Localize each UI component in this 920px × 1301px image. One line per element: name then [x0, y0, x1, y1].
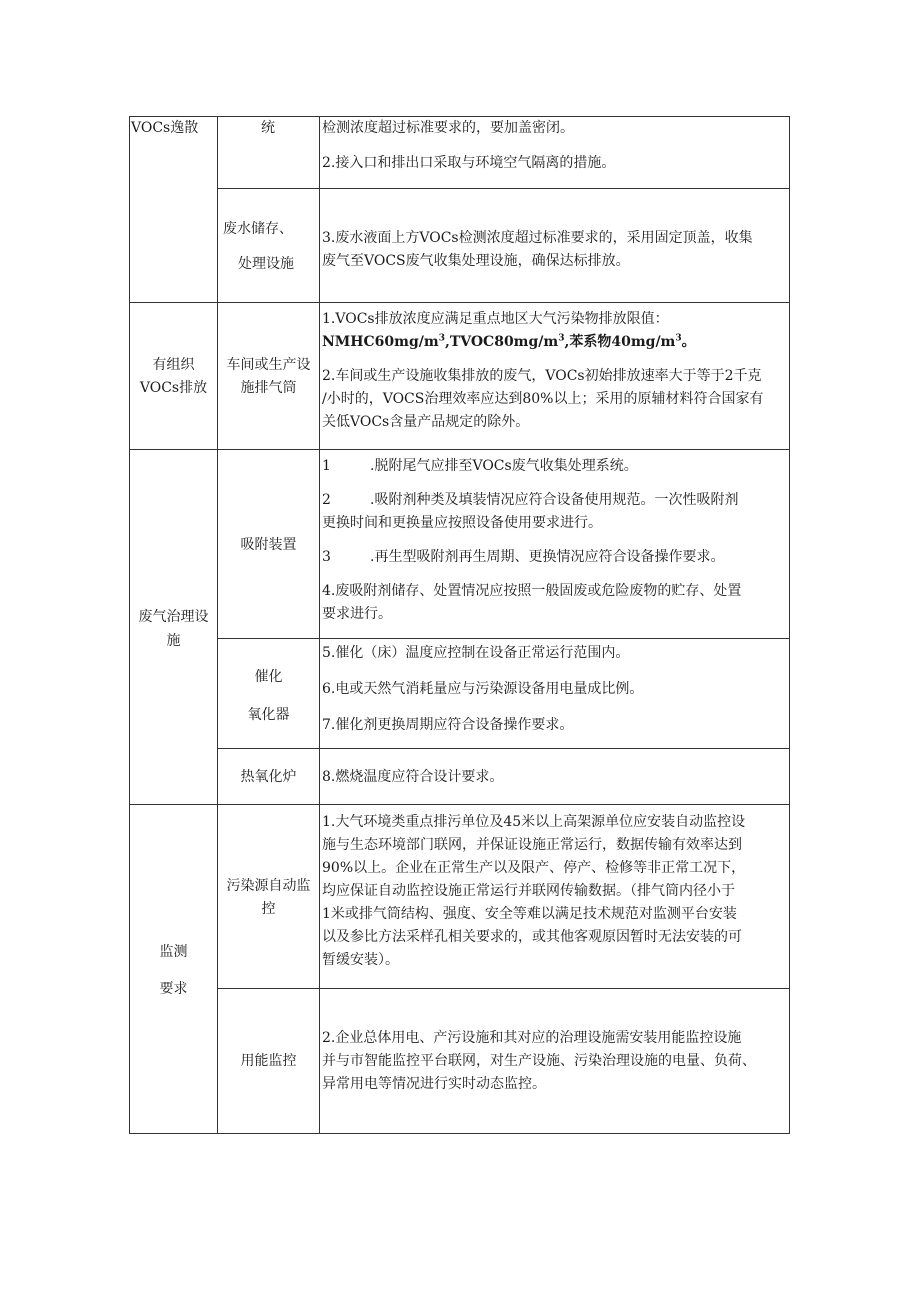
requirement-text: 关低VOCs含量产品规定的除外。: [322, 414, 530, 430]
requirement-text: 3.废水液面上方VOCs检测浓度超过标准要求的，采用固定顶盖，收集: [322, 230, 753, 246]
item-auto-monitoring: 污染源自动监: [226, 878, 311, 894]
category-treatment: 废气治理设: [138, 609, 209, 625]
item-catalytic: 催化: [254, 669, 283, 685]
sub-row-divider: [217, 748, 790, 749]
requirement-text: 要求进行。: [322, 606, 392, 622]
limit-tvoc: ,TVOC80mg/m: [444, 334, 559, 350]
item-exhaust-stack: 车间或生产设: [226, 357, 311, 373]
category-organized: VOCs排放: [139, 380, 208, 396]
item-thermal: 热氧化炉: [240, 769, 297, 785]
requirement-text: 以及参比方法采样孔相关要求的，或其他客观原因暂时无法安装的可: [322, 929, 742, 945]
category-treatment: 施: [166, 633, 181, 649]
requirement-text: 1.大气环境类重点排污单位及45米以上高架源单位应安装自动监控设: [322, 814, 746, 830]
category-monitoring: 监测: [159, 944, 188, 960]
item-number: 2: [322, 492, 331, 508]
sub-row-divider: [217, 988, 790, 989]
requirement-text: 废气至VOCS废气收集处理设施，确保达标排放。: [322, 253, 630, 269]
requirement-text: 2.企业总体用电、产污设施和其对应的治理设施需安装用能监控设施: [322, 1030, 742, 1046]
superscript: 3: [675, 333, 682, 344]
requirement-text: 异常用电等情况进行实时动态监控。: [322, 1076, 546, 1092]
row-divider: [129, 302, 790, 303]
requirement-text: [322, 457, 638, 476]
item-auto-monitoring: 控: [261, 901, 276, 917]
row-divider: [129, 449, 790, 450]
category-monitoring: 要求: [159, 981, 188, 997]
requirement-text: /小时的，VOCS治理效率应达到80%以上；采用的原辅材料符合国家有: [322, 391, 764, 407]
sub-row-divider: [217, 638, 790, 639]
requirement-text: 6.电或天然气消耗量应与污染源设备用电量成比例。: [322, 681, 644, 697]
requirement-text: 4.废吸附剂储存、处置情况应按照一般固废或危险废物的贮存、处置: [322, 583, 742, 599]
requirement-body: .脱附尾气应排至VOCs废气收集处理系统。: [370, 458, 638, 474]
requirement-text: 2.车间或生产设施收集排放的废气，VOCs初始排放速率大于等于2千克: [322, 368, 762, 384]
requirement-text: 更换时间和更换量应按照设备使用要求进行。: [322, 515, 602, 531]
item-catalytic: 氧化器: [247, 707, 290, 723]
requirement-body: .再生型吸附剂再生周期、更换情况应符合设备操作要求。: [370, 549, 725, 565]
item-number: 3: [322, 549, 331, 565]
emission-limits: [322, 333, 696, 352]
requirement-text: 1米或排气筒结构、强度、安全等难以满足技术规范对监测平台安装: [322, 906, 737, 922]
requirement-text: [322, 491, 738, 510]
requirement-text: 暂缓安装）。: [322, 952, 399, 968]
requirement-text: 并与市智能监控平台联网，对生产设施、污染治理设施的电量、负荷、: [322, 1053, 756, 1069]
requirement-text: 8.燃烧温度应符合设计要求。: [322, 769, 504, 785]
requirement-text: 2.接入口和排出口采取与环境空气隔离的措施。: [322, 155, 616, 171]
item-adsorption: 吸附装置: [240, 537, 297, 553]
row-divider: [129, 804, 790, 805]
column-divider-2: [319, 116, 320, 1134]
limit-nmhc: NMHC60mg/m: [322, 334, 439, 350]
requirement-text: [322, 548, 724, 567]
category-organized: 有组织: [152, 357, 195, 373]
item-system: 统: [261, 120, 275, 136]
requirement-body: .吸附剂种类及填装情况应符合设备使用规范。一次性吸附剂: [370, 492, 739, 508]
item-wastewater: 处理设施: [238, 256, 294, 272]
item-wastewater: 废水储存、: [223, 221, 293, 237]
requirement-text: 检测浓度超过标准要求的，要加盖密闭。: [322, 120, 574, 136]
item-energy-monitoring: 用能监控: [240, 1053, 297, 1069]
item-exhaust-stack: 施排气筒: [240, 380, 297, 396]
requirement-text: 7.催化剂更换周期应符合设备操作要求。: [322, 717, 574, 733]
requirement-text: 5.催化（床）温度应控制在设备正常运行范围内。: [322, 645, 630, 661]
superscript: 3: [438, 333, 445, 344]
sub-row-divider: [217, 188, 790, 189]
superscript: 3: [558, 333, 565, 344]
requirement-text: 90%以上。企业在正常生产以及限产、停产、检修等非正常工况下，: [322, 860, 746, 876]
requirement-text: 均应保证自动监控设施正常运行并联网传输数据。（排气筒内径小于: [322, 883, 735, 899]
requirement-text: 1.VOCs排放浓度应满足重点地区大气污染物排放限值：: [322, 311, 669, 327]
category-vocs-fugitive: VOCs逸散: [131, 120, 199, 136]
requirement-text: 施与生态环境部门联网，并保证设施正常运行，数据传输有效率达到: [322, 837, 742, 853]
limit-end: 。: [681, 334, 696, 350]
item-number: 1: [322, 458, 331, 474]
limit-benzene: ,苯系物40mg/m: [564, 334, 676, 350]
